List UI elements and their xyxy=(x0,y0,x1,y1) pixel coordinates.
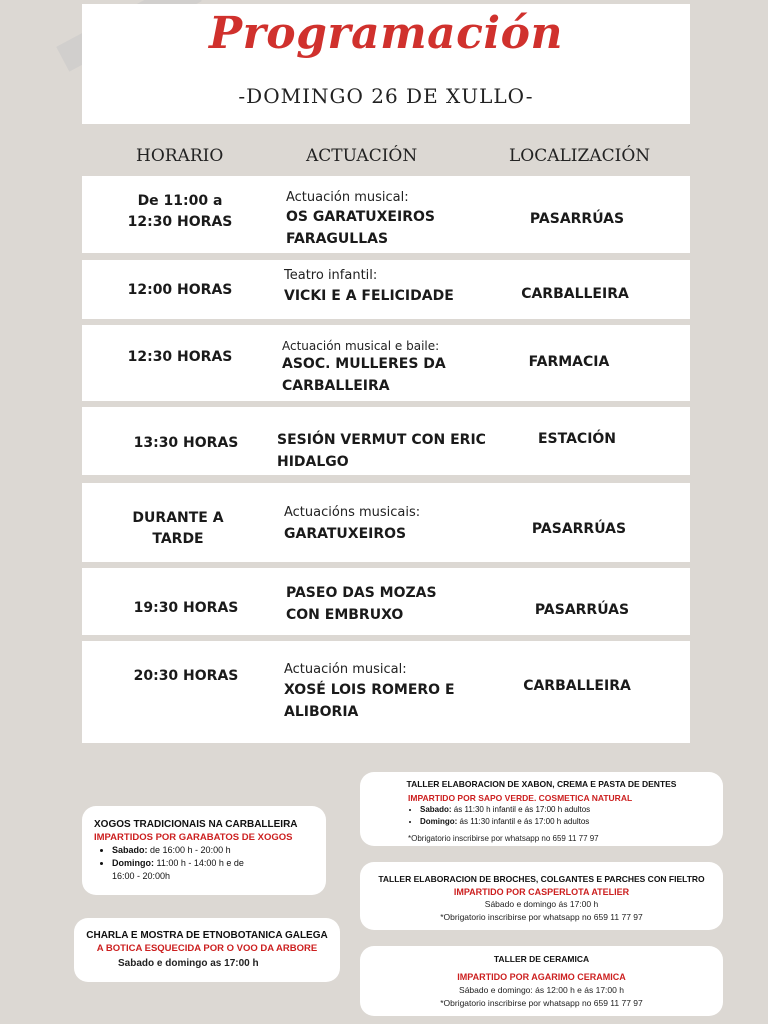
list-item: • Domingo: ás 11:30 infantil e ás 17:00 h adultos xyxy=(420,816,590,828)
schedule-row xyxy=(82,568,690,635)
info-box-broches xyxy=(360,862,723,930)
box-note: *Obrigatorio inscribirse por whatsapp no 659 11 77 97 xyxy=(440,998,643,1008)
schedule-row xyxy=(82,641,690,743)
row-time: DURANTE A TARDE xyxy=(132,510,224,547)
row-time: De 11:00 a 12:30 HORAS xyxy=(127,193,233,230)
row-time: 20:30 HORAS xyxy=(133,668,239,684)
list-item: • Sabado: ás 11:30 h infantil e ás 17:00 h adultos xyxy=(420,804,590,816)
page-title: Programación xyxy=(209,8,563,59)
row-location: CARBALLEIRA xyxy=(523,678,631,694)
row-act-name: VICKI E A FELICIDADE xyxy=(284,288,454,304)
box-text: Sabado e domingo as 17:00 h xyxy=(118,958,259,969)
info-box-charla xyxy=(74,918,340,982)
schedule-row xyxy=(82,260,690,319)
row-location: PASARRÚAS xyxy=(529,211,625,227)
box-note: *Obrigatorio inscribirse por whatsapp no 659 11 77 97 xyxy=(440,912,643,922)
box-subtitle: IMPARTIDOS POR GARABATOS DE XOGOS xyxy=(94,832,293,843)
row-location: ESTACIÓN xyxy=(537,431,617,447)
column-header-localizacion: LOCALIZACIÓN xyxy=(509,146,651,166)
info-box-xogos xyxy=(82,806,326,895)
row-location: CARBALLEIRA xyxy=(521,286,629,302)
box-subtitle: A BOTICA ESQUECIDA POR O VOO DA ARBORE xyxy=(96,943,318,954)
box-note: *Obrigatorio inscribirse por whatsapp no 659 11 77 97 xyxy=(408,834,599,843)
schedule-row xyxy=(82,483,690,562)
row-act-label: Actuación musical: xyxy=(286,190,409,205)
row-act-name: XOSÉ LOIS ROMERO E ALIBORIA xyxy=(284,682,455,720)
row-location: FARMACIA xyxy=(528,354,610,370)
box-title: TALLER DE CERAMICA xyxy=(493,954,590,964)
row-time: 12:00 HORAS xyxy=(127,282,233,298)
list-item: • Sabado: de 16:00 h - 20:00 h xyxy=(112,844,244,857)
row-act-name: ASOC. MULLERES DA CARBALLEIRA xyxy=(282,356,446,394)
row-act-name: SESIÓN VERMUT CON ERIC HIDALGO xyxy=(277,432,486,470)
info-box-ceramica xyxy=(360,946,723,1016)
row-act-label: Actuación musical e baile: xyxy=(282,339,440,353)
box-title: CHARLA E MOSTRA DE ETNOBOTANICA GALEGA xyxy=(86,930,328,941)
column-header-actuacion: ACTUACIÓN xyxy=(306,146,418,166)
row-time: 19:30 HORAS xyxy=(133,600,239,616)
list-item: • Domingo: 11:00 h - 14:00 h e de 16:00 - 20:00h xyxy=(112,857,244,883)
box-title: TALLER ELABORACION DE BROCHES, COLGANTES E PARCHES CON FIELTRO xyxy=(378,874,705,884)
info-box-xabon xyxy=(360,772,723,846)
row-act-name: PASEO DAS MOZAS CON EMBRUXO xyxy=(286,585,437,623)
column-header-horario: HORARIO xyxy=(136,146,224,166)
row-time: 13:30 HORAS xyxy=(133,435,239,451)
row-act-label: Actuacións musicais: xyxy=(284,505,421,520)
schedule-row xyxy=(82,176,690,253)
box-subtitle: IMPARTIDO POR CASPERLOTA ATELIER xyxy=(453,887,630,897)
box-text: Sábado e domingo ás 17:00 h xyxy=(484,899,599,909)
schedule-row xyxy=(82,325,690,401)
row-act-name: OS GARATUXEIROS FARAGULLAS xyxy=(286,209,435,247)
row-act-label: Teatro infantil: xyxy=(284,268,378,283)
box-subtitle: IMPARTIDO POR SAPO VERDE. COSMETICA NATURAL xyxy=(408,793,633,803)
row-location: PASARRÚAS xyxy=(534,602,630,618)
row-location: PASARRÚAS xyxy=(531,521,627,537)
schedule-row xyxy=(82,407,690,475)
row-act-label: Actuación musical: xyxy=(284,662,407,677)
row-act-name: GARATUXEIROS xyxy=(284,526,407,542)
row-time: 12:30 HORAS xyxy=(127,349,233,365)
box-list xyxy=(402,804,590,828)
box-list xyxy=(94,844,244,883)
box-subtitle: IMPARTIDO POR AGARIMO CERAMICA xyxy=(457,972,626,982)
box-title: TALLER ELABORACION DE XABON, CREMA E PASTA DE DENTES xyxy=(406,779,677,789)
box-text: Sábado e domingo: ás 12:00 h e ás 17:00 h xyxy=(459,985,624,995)
box-title: XOGOS TRADICIONAIS NA CARBALLEIRA xyxy=(94,819,298,830)
page-subtitle: -DOMINGO 26 DE XULLO- xyxy=(238,84,534,108)
